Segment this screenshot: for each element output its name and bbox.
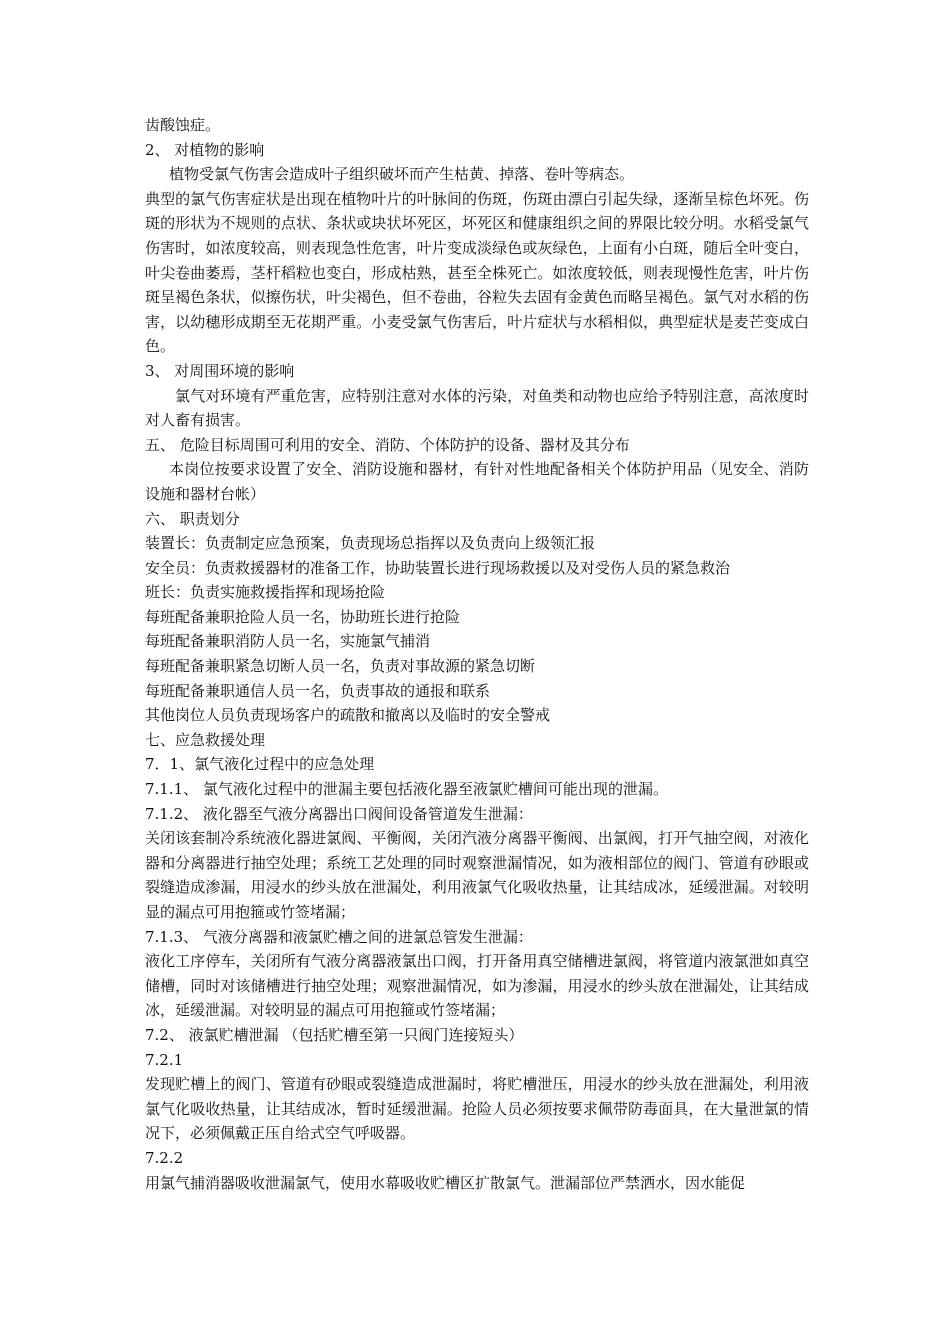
paragraph: 典型的氯气伤害症状是出现在植物叶片的叶脉间的伤斑，伤斑由漂白引起失绿，逐渐呈棕色坏死。伤斑的形状为不规则的点状、条状或块状坏死区，坏死区和健康组织之间的界限比较分明。水稻受氯气伤害时，如浓度较高，则表现急性危害，叶片变成淡绿色或灰绿色，上面有小白斑，随后全叶变白，叶尖卷曲萎焉，茎杆稻粒也变白，形成枯熟，甚至全株死亡。如浓度较低，则表现慢性危害，叶片伤斑呈褐色条状，似擦伤状，叶尖褐色，但不卷曲，谷粒失去固有金黄色而略呈褐色。氯气对水稻的伤害，以幼穗形成期至无花期严重。小麦受氯气伤害后，叶片症状与水稻相似，典型症状是麦芒变成白色。 <box>145 189 809 356</box>
paragraph: 7.1.3、 气液分离器和液氯贮槽之间的进氯总管发生泄漏： <box>145 927 533 946</box>
paragraph: 发现贮槽上的阀门、管道有砂眼或裂缝造成泄漏时，将贮槽泄压，用浸水的纱头放在泄漏处，利用液氯气化吸收热量，让其结成冰，暂时延缓泄漏。抢险人员必须按要求佩带防毒面具，在大量泄氯的情况下，必须佩戴正压自给式空气呼吸器。 <box>145 1075 809 1143</box>
section-heading: 7.2、 液氯贮槽泄漏 （包括贮槽至第一只阀门连接短头） <box>145 1025 524 1044</box>
section-heading: 五、 危险目标周围可利用的安全、消防、个体防护的设备、器材及其分布 <box>145 435 630 454</box>
document-body <box>145 113 809 1195</box>
section-heading: 3、 对周围环境的影响 <box>145 361 295 380</box>
paragraph: 每班配备兼职通信人员一名，负责事故的通报和联系 <box>145 681 491 700</box>
section-heading: 六、 职责划分 <box>145 509 240 528</box>
section-heading: 2、 对植物的影响 <box>145 140 265 159</box>
paragraph: 每班配备兼职抢险人员一名，协助班长进行抢险 <box>145 607 461 626</box>
paragraph: 装置长：负责制定应急预案，负责现场总指挥以及负责向上级领汇报 <box>145 534 596 553</box>
paragraph: 安全员：负责救援器材的准备工作，协助装置长进行现场救援以及对受伤人员的紧急救治 <box>145 558 731 577</box>
paragraph: 7.2.1 <box>145 1050 184 1069</box>
paragraph: 7.1.2、 液化器至气液分离器出口阀间设备管道发生泄漏： <box>145 804 533 823</box>
paragraph: 植物受氯气伤害会造成叶子组织破坏而产生枯黄、掉落、卷叶等病态。 <box>169 165 635 184</box>
paragraph: 每班配备兼职消防人员一名，实施氯气捕消 <box>145 632 431 651</box>
paragraph: 关闭该套制冷系统液化器进氯阀、平衡阀，关闭汽液分离器平衡阀、出氯阀，打开气抽空阀，对液化器和分离器进行抽空处理；系统工艺处理的同时观察泄漏情况，如为液相部位的阀门、管道有砂眼或裂缝造成渗漏，用浸水的纱头放在泄漏处，利用液氯气化吸收热量，让其结成冰，延缓泄漏。对较明显的漏点可用抱箍或竹签堵漏； <box>145 829 809 921</box>
paragraph: 齿酸蚀症。 <box>145 116 221 134</box>
paragraph: 用氯气捕消器吸收泄漏氯气，使用水幕吸收贮槽区扩散氯气。泄漏部位严禁洒水，因水能促 <box>145 1173 746 1192</box>
paragraph: 每班配备兼职紧急切断人员一名，负责对事故源的紧急切断 <box>145 657 536 676</box>
paragraph: 7.1.1、 氯气液化过程中的泄漏主要包括液化器至液氯贮槽间可能出现的泄漏。 <box>145 780 668 799</box>
section-heading: 七、应急救援处理 <box>145 730 266 749</box>
paragraph: 7.2.2 <box>145 1148 184 1167</box>
paragraph: 班长：负责实施救援指挥和现场抢险 <box>145 583 386 602</box>
paragraph: 液化工序停车，关闭所有气液分离器液氯出口阀，打开备用真空储槽进氯阀，将管道内液氯泄如真空储槽，同时对该储槽进行抽空处理；观察泄漏情况，如为渗漏，用浸水的纱头放在泄漏处，让其结成冰，延缓泄漏。对较明显的漏点可用抱箍或竹签堵漏； <box>145 952 809 1020</box>
paragraph: 本岗位按要求设置了安全、消防设施和器材，有针对性地配备相关个体防护用品（见安全、消防设施和器材台帐） <box>145 460 809 503</box>
section-heading: 7．1、氯气液化过程中的应急处理 <box>145 755 375 774</box>
paragraph: 其他岗位人员负责现场客户的疏散和撤离以及临时的安全警戒 <box>145 706 551 725</box>
paragraph: 氯气对环境有严重危害，应特别注意对水体的污染，对鱼类和动物也应给予特别注意，高浓度时对人畜有损害。 <box>145 386 809 430</box>
